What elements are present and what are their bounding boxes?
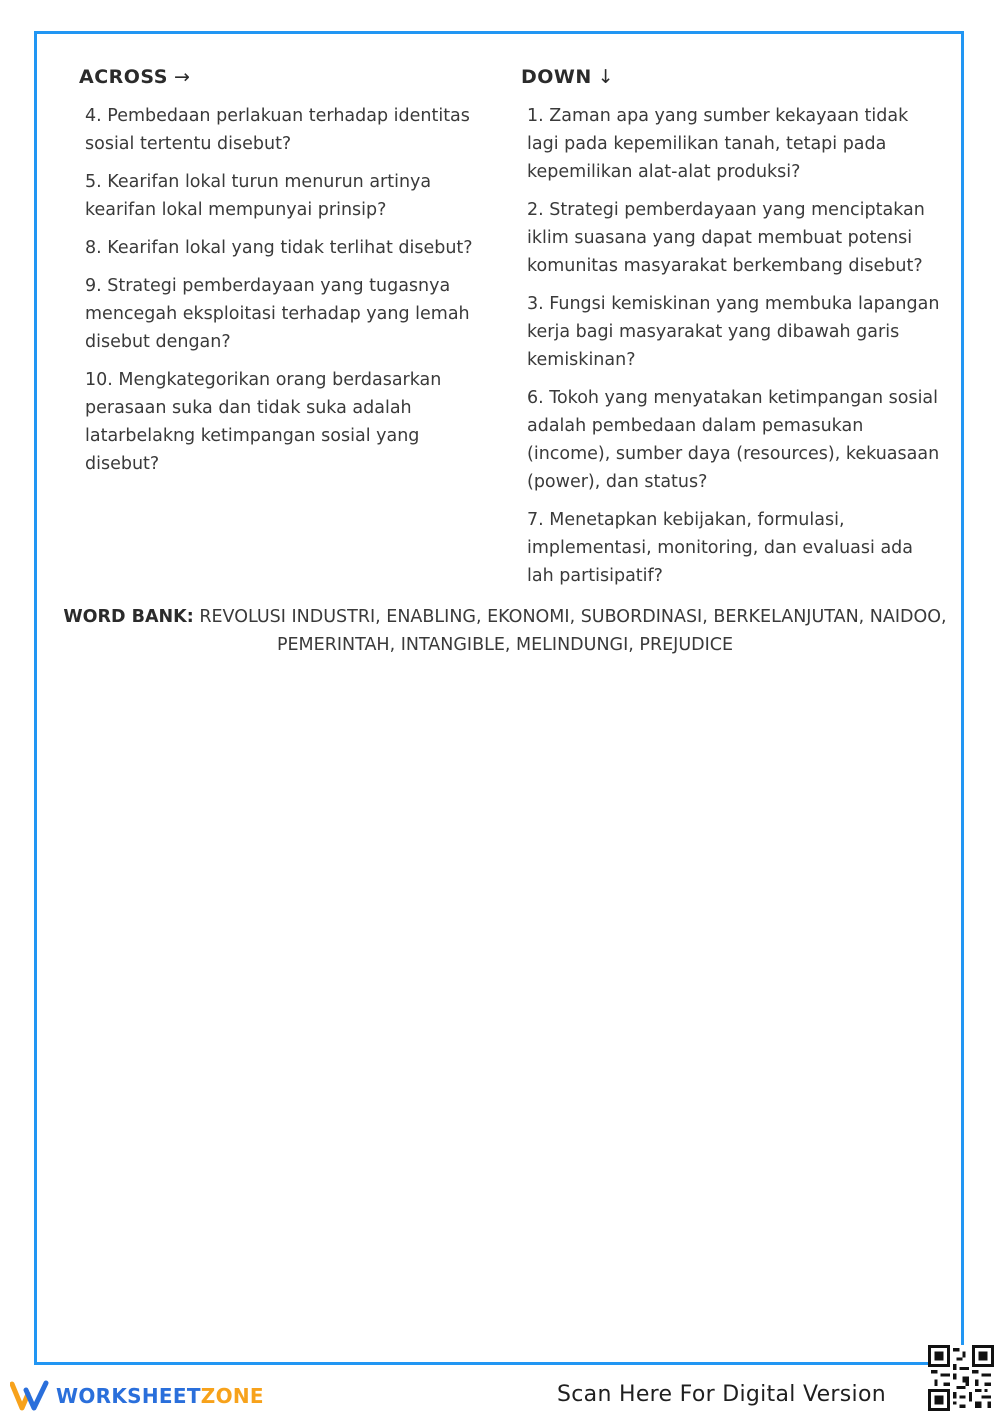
clue-down-6: 6. Tokoh yang menyatakan ketimpangan sosial adalah pembedaan dalam pemasukan (income), sumber daya (resources), kekuasaan (power), dan status? <box>527 388 940 492</box>
worksheetzone-logo[interactable] <box>10 1379 264 1413</box>
across-column <box>79 64 489 488</box>
clue-down-3: 3. Fungsi kemiskinan yang membuka lapangan kerja bagi masyarakat yang dibawah garis kemiskinan? <box>527 294 940 370</box>
clue-down-2: 2. Strategi pemberdayaan yang menciptakan iklim suasana yang dapat membuat potensi komunitas masyarakat berkembang disebut? <box>527 200 925 276</box>
logo-text-worksheet: WORKSHEET <box>56 1384 201 1408</box>
clue-across-10: 10. Mengkategorikan orang berdasarkan perasaan suka dan tidak suka adalah latarbelakng ketimpangan sosial yang disebut? <box>85 370 442 474</box>
clue-across-5: 5. Kearifan lokal turun menurun artinya kearifan lokal mempunyai prinsip? <box>85 172 432 220</box>
word-bank-words: REVOLUSI INDUSTRI, ENABLING, EKONOMI, SUBORDINASI, BERKELANJUTAN, NAIDOO, PEMERINTAH, INTANGIBLE, MELINDUNGI, PREJUDICE <box>199 607 947 655</box>
down-heading-text: DOWN <box>521 66 592 88</box>
word-bank-label: WORD BANK: <box>63 607 194 627</box>
scan-caption: Scan Here For Digital Version <box>557 1382 886 1407</box>
clue-across-8: 8. Kearifan lokal yang tidak terlihat disebut? <box>85 238 473 258</box>
down-column <box>521 64 941 600</box>
arrow-down-icon: ↓ <box>597 66 615 88</box>
clue-down-1: 1. Zaman apa yang sumber kekayaan tidak lagi pada kepemilikan tanah, tetapi pada kepemilikan alat-alat produksi? <box>527 106 909 182</box>
word-bank <box>60 603 950 659</box>
logo-text-zone: ZONE <box>200 1384 264 1408</box>
across-heading-text: ACROSS <box>79 66 168 88</box>
down-heading <box>521 64 941 90</box>
worksheetzone-w-icon <box>10 1380 50 1412</box>
logo-text <box>56 1384 264 1408</box>
clue-across-9: 9. Strategi pemberdayaan yang tugasnya mencegah eksploitasi terhadap yang lemah disebut dengan? <box>85 276 470 352</box>
clue-across-4: 4. Pembedaan perlakuan terhadap identitas sosial tertentu disebut? <box>85 106 470 154</box>
arrow-right-icon: → <box>173 66 191 88</box>
qr-code-icon[interactable] <box>928 1345 994 1411</box>
clue-down-7: 7. Menetapkan kebijakan, formulasi, implementasi, monitoring, dan evaluasi ada lah partisipatif? <box>527 510 914 586</box>
across-heading <box>79 64 489 90</box>
